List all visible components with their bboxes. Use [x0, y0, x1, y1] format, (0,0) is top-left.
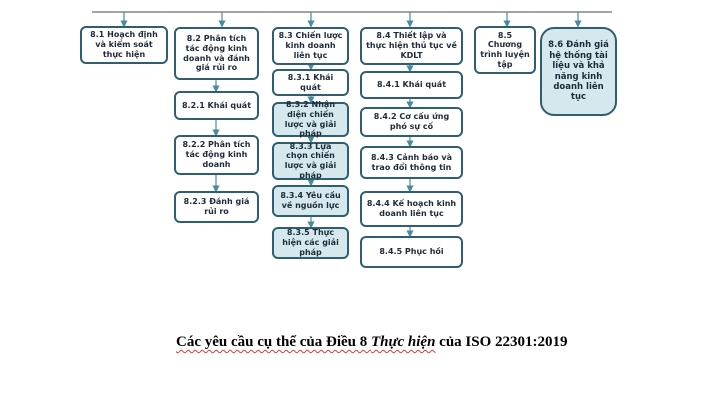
box-8-1: 8.1 Hoạch định và kiểm soát thực hiện: [80, 26, 168, 64]
box-8-4-4: 8.4.4 Kế hoạch kinh doanh liên tục: [360, 191, 463, 227]
box-8-3-5: 8.3.5 Thực hiện các giải pháp: [272, 227, 349, 259]
box-8-4-3: 8.4.3 Cảnh báo và trao đổi thông tin: [360, 146, 463, 179]
box-8-2-3: 8.2.3 Đánh giá rủi ro: [174, 191, 259, 223]
box-8-2: 8.2 Phân tích tác động kinh doanh và đánh giá rủi ro: [174, 27, 259, 80]
box-8-2-1: 8.2.1 Khái quát: [174, 91, 259, 120]
caption-text-italic: Thực hiện: [371, 334, 436, 350]
box-8-3-2: 8.3.2 Nhận diện chiến lược và giải pháp: [272, 102, 349, 137]
caption-text-end: của ISO 22301:2019: [435, 334, 568, 350]
box-8-4-5: 8.4.5 Phục hồi: [360, 236, 463, 268]
box-8-4-2: 8.4.2 Cơ cấu ứng phó sự cố: [360, 107, 463, 137]
box-8-5: 8.5 Chương trình luyện tập: [474, 26, 536, 74]
caption-text-main: Các yêu cầu cụ thể của Điều 8: [176, 334, 371, 350]
box-8-6: 8.6 Đánh giá hệ thống tài liệu và khả năng kinh doanh liên tục: [540, 27, 617, 116]
box-8-3-3: 8.3.3 Lựa chọn chiến lược và giải pháp: [272, 142, 349, 180]
box-8-3-4: 8.3.4 Yêu cầu về nguồn lực: [272, 185, 349, 217]
box-8-4: 8.4 Thiết lập và thực hiện thủ tục về KDLT: [360, 27, 463, 65]
box-8-3-1: 8.3.1 Khái quát: [272, 69, 349, 96]
box-8-3: 8.3 Chiến lược kinh doanh liên tục: [272, 27, 349, 65]
box-8-4-1: 8.4.1 Khái quát: [360, 71, 463, 99]
figure-caption: [176, 334, 636, 351]
box-8-2-2: 8.2.2 Phân tích tác động kinh doanh: [174, 135, 259, 175]
